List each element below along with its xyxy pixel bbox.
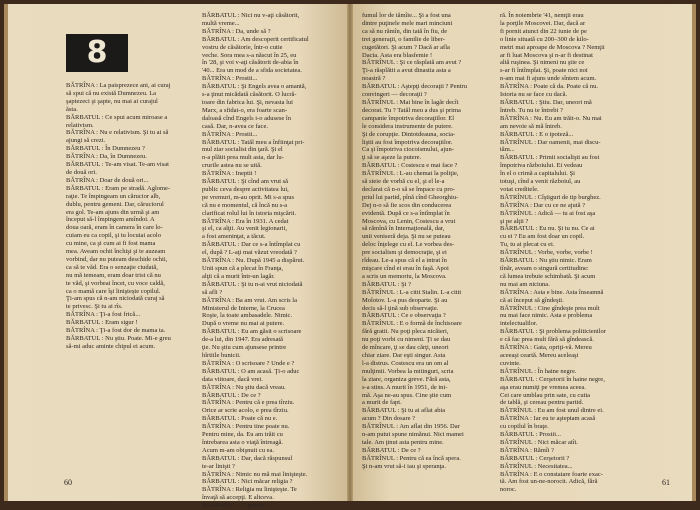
text-line: BĂTRÎNA : Ţi-a fost frică... xyxy=(66,311,141,319)
text-line: mul ziar socialist din ţară. Şi el xyxy=(202,146,283,154)
text-line: BĂTRÎNUL : Necesitatea... xyxy=(500,462,573,470)
page-edge-left xyxy=(4,4,8,501)
text-line: BĂTRÎNA : Asta e bine. Asta înseamnă xyxy=(500,288,604,296)
text-line: unii veniseră deja. Şi nu se puteau xyxy=(362,233,451,241)
text-line: BĂTRÎNA : Nimic nu mă mai linişteşte. xyxy=(202,470,308,478)
right-column-1 xyxy=(362,12,490,474)
text-line: alţii că a murit într-un lagăr. xyxy=(202,272,275,280)
text-line: să-mi aduc aminte chipul ei acum. xyxy=(66,342,156,350)
text-line: era gol. Te-am ajuns din urmă şi am xyxy=(66,208,160,216)
text-line: declarat că n-o să se împace cu pro- xyxy=(362,185,455,193)
text-line: BĂRBATUL : Prostii... xyxy=(500,431,561,439)
text-line: în el o crimă a capitalului. Şi xyxy=(500,170,575,178)
text-line: aceeaşi ceartă. Mereu aceleaşi xyxy=(500,351,579,359)
text-line: BĂTRÎNA : Da, în Dumnezeu. xyxy=(66,153,147,161)
text-line: BĂTRÎNA : Poate că da. Poate că nu. xyxy=(500,83,599,91)
text-line: BĂRBATUL : Nici măcar religia ? xyxy=(202,478,293,486)
text-line: să steie de vorbă cu el, şi el le-a xyxy=(362,178,445,186)
text-line: cuvinte. xyxy=(500,359,521,367)
text-line: mă. Aşa ne-au spus. Cine ştie cum xyxy=(362,391,452,399)
text-line: să afli ? xyxy=(202,288,223,296)
text-line: ră. În noiembrie '41, nemţii erau xyxy=(500,12,584,19)
text-line: BĂRBATUL : Am descoperit certificatul xyxy=(202,35,309,43)
text-line: BĂRBATUL : Tatăl meu a înfiinţat pri- xyxy=(202,138,305,146)
text-line: BĂRBATUL : Nici nu v-aţi căsătorit, xyxy=(202,12,300,19)
text-line: BĂRBATUL : În Dumnezeu ? xyxy=(66,145,145,153)
chapter-number: 8 xyxy=(66,34,128,72)
text-line: BĂTRÎNA : Rămîi ? xyxy=(500,446,554,454)
text-line: noroc. xyxy=(500,486,517,494)
text-line: cu copilul în braţe. xyxy=(500,423,549,431)
text-line: cu ei ? Eu am fost doar un copil. xyxy=(500,233,585,241)
text-line: BĂTRÎNUL : L-a citit Stalin. L-a citit xyxy=(362,288,462,296)
text-line: BĂTRÎNA : Ba am vrut. Am scris la xyxy=(202,296,297,304)
text-line: Marx, a sfidat-o, era foarte scan- xyxy=(202,106,287,114)
text-line: vostru de căsătorie, într-o cutie xyxy=(202,43,283,51)
text-line: toare din fabrica lui. Şi, nevasta lui xyxy=(202,98,293,106)
text-line: Dacia. Asta era blasfemie ! xyxy=(362,51,433,59)
text-line: BĂRBATUL : Poate că nu e. xyxy=(202,415,278,423)
text-line: Şi de corupţie. Dintotdeauna, socia- xyxy=(362,130,456,138)
text-line: Pentru mine, da. Eu am trăit cu xyxy=(202,431,283,439)
text-line: BĂRBATUL : E o ipoteză... xyxy=(500,130,574,138)
text-line: BĂTRÎNUL : Vorbe, vorbe, vorbe ! xyxy=(500,249,593,257)
text-line: Dej n-o să fie scos din conducerea xyxy=(362,201,452,209)
text-line: n-a plătit prea mult asta, dar lu- xyxy=(202,154,284,162)
text-line: BĂTRÎNA : Nu. Eu am trăit-o. Nu mai xyxy=(500,114,602,122)
text-line: ţi să se aşeze la putere. xyxy=(362,154,422,162)
text-line: tă. Am fost un-ne-norocit. Adică, fără xyxy=(500,478,598,486)
text-line: BĂRBATUL : Ce spui acum miroase a xyxy=(66,113,168,121)
text-line: şi pe alţii ? xyxy=(500,217,529,225)
text-line: vorbind, dar nu puteam deschide ochii, xyxy=(66,255,168,263)
text-line: nu mai face nimic. Asta e problema xyxy=(500,312,593,320)
text-line: crurile astea nu se uită. xyxy=(202,162,262,170)
text-line: metri mai aproape de Moscova ? Nemţii xyxy=(500,43,605,51)
text-line: a murit de fapt. xyxy=(362,399,402,407)
text-line: BĂTRÎNA : E o constatare foarte exac- xyxy=(500,470,603,478)
text-line: BĂTRÎNUL : Adică — tu ai fost aşa xyxy=(500,209,596,217)
text-line: BĂRBATUL : Şi problema politicienilor xyxy=(500,328,606,336)
text-line: BĂRBATUL : Primii socialişti au fost xyxy=(500,154,600,162)
text-line: am nevoie să mă întreb. xyxy=(500,122,562,130)
text-line: altă ruşinea. Şi nimeni nu ştie ce xyxy=(500,59,585,67)
text-line: totuşi, cînd a venit războiul, au xyxy=(500,178,581,186)
text-line: convingeri — decoraţii ? xyxy=(362,91,427,99)
text-line: campanie împotriva decoraţiilor. El xyxy=(362,114,455,122)
text-line: de-a lui, din 1947. Era adresată xyxy=(202,336,284,344)
text-line: să spui că nu există Dumnezeu. La xyxy=(66,89,157,97)
text-line: tînăr, aveam o singură certitudine: xyxy=(500,265,589,272)
text-line: După o vreme nu mai ai putere. xyxy=(202,320,285,328)
text-line: BĂTRÎNUL : E o formă de închisoare xyxy=(362,320,462,328)
text-line: clarificat rolul lui în istoria mişcării. xyxy=(202,209,297,217)
text-line: decis să-l ţină sub observaţie. xyxy=(362,304,439,312)
text-line: BĂTRÎNA : Doar de două ori... xyxy=(66,176,149,184)
text-line: BĂRBATUL : Aştepţi decoraţii ? Pentru xyxy=(362,83,468,91)
text-line: BĂTRÎNA : Religia nu linişteşte. Te xyxy=(202,486,297,494)
text-line: Ţi-am spus că n-am niciodată curaj să xyxy=(66,295,165,303)
text-line: rîdeau. Le-a spus că el a intrat în xyxy=(362,257,447,265)
text-line: BĂRBATUL : Dar ce s-a întîmplat cu xyxy=(202,241,301,249)
text-line: mea. Aveam ochii închişi şi te auzeam xyxy=(66,248,166,256)
text-line: BĂRBATUL : Nu ştiu nimic. Eram xyxy=(500,257,592,265)
text-line: veche. Sora mea s-a născut în 25, eu xyxy=(202,51,297,59)
text-line: BĂTRÎNA : Nu. După 1945 a dispărut. xyxy=(202,257,305,265)
text-line: BĂTRÎNUL : Nici măcar atît. xyxy=(500,438,578,446)
text-line: raţie. Te împingeam un cărucior alb, xyxy=(66,192,161,200)
text-line: BĂRBATUL : Şi tu n-ai vrut niciodată xyxy=(202,280,303,288)
text-line: că ai început să gîndeşti. xyxy=(500,296,564,304)
text-line: BĂRBATUL : O prostie... xyxy=(202,502,271,510)
text-line: mulţimii. Vorbea la mitinguri, scria xyxy=(362,367,454,375)
page-number-right: 61 xyxy=(662,478,670,487)
text-line: BĂRBATUL : De ce ? xyxy=(362,446,421,454)
text-line: de tablă, şi cereau pentru partid. xyxy=(500,399,584,407)
text-line: pre socialism şi democraţie, şi ei xyxy=(362,249,447,257)
text-line: ăsta. xyxy=(66,105,78,113)
text-line: BĂTRÎNUL : Cîştiguri de tip burghez. xyxy=(500,193,601,201)
text-line: ca o mamă care îşi linişteşte copilul. xyxy=(66,287,161,295)
text-line: BĂRBATUL : Eu am găsit o scrisoare xyxy=(202,328,302,336)
book-spread xyxy=(4,4,696,510)
text-line: cuiam eu ca copil, şi tu locuiai acolo xyxy=(66,232,161,240)
text-line: BĂRBATUL : Şi cînd am vrut să xyxy=(202,178,289,186)
text-line: s-a stins. A murit în 1951, de ini- xyxy=(362,383,448,391)
text-line: Istoria nu se face cu dacă. xyxy=(500,91,568,99)
text-line: deloc înţelege cu el. Le vorbea des- xyxy=(362,241,455,249)
text-line: fi pornit atunci din 22 iunie de pe xyxy=(500,27,587,35)
text-line: BĂRBATUL : Te-am visat. Te-am visat xyxy=(66,161,169,169)
text-line: BĂRBATUL : Eram sigur ! xyxy=(66,319,138,327)
text-line: Şi n-am vrut să-i iau şi speranţa. xyxy=(362,462,446,470)
text-line: BĂTRÎNUL : Mai bine în lagăr decît xyxy=(362,98,459,106)
text-line: decorat. Tu ? Tatăl meu a dus şi prima xyxy=(362,106,461,114)
text-line: BĂTRÎNA : O scrisoare ? Unde e ? xyxy=(202,359,295,367)
text-line: BĂRBATUL : Ştiu. Dar, uneori mă xyxy=(500,98,592,106)
text-line: la ziare, organiza greve. Fără asta, xyxy=(362,375,451,383)
text-line: BĂRBATUL : Şi tu ai aflat abia xyxy=(362,407,446,415)
text-line: daloasă cînd Engels i-o adusese în xyxy=(202,114,291,122)
text-line: BĂTRÎNA : Era în 1931. A cedat xyxy=(202,217,289,225)
text-line: BĂTRÎNUL : Eu am fost unul dintre ei. xyxy=(500,407,604,415)
text-line: nu mai am niciuna. xyxy=(500,280,550,288)
text-line: nu mă temeam, eram doar trist că nu xyxy=(66,271,161,279)
text-line: Ţi-a răsplătit a avut dinastia asta a xyxy=(362,67,451,75)
text-line: BĂTRÎNA : Pentru că e prea tîrziu. xyxy=(202,399,295,407)
text-line: BĂTRÎNUL : Dar oamenii, mai discu- xyxy=(500,138,601,146)
text-line: Unii spun că a plecat în Franţa, xyxy=(202,265,284,272)
text-line: cu mine, ca şi cum ai fi fost mama xyxy=(66,240,156,248)
text-line: l-a distrus. Costescu era un om al xyxy=(362,359,449,367)
text-line: Orice ar scrie acolo, e prea tîrziu. xyxy=(202,407,289,415)
text-line: n-am putut spune nimănui. Nici mamei xyxy=(362,431,464,439)
text-line: mişcare cînd ei erau în faşă. Apoi xyxy=(362,265,449,272)
text-line: BĂRBATUL : Ce e observaţia ? xyxy=(362,312,446,320)
text-line: liştii au fost împotriva decoraţiilor. xyxy=(362,138,453,146)
text-line: casă. Dar, n-avea ce face. xyxy=(202,122,268,130)
text-line: data viitoare, dacă vrei. xyxy=(202,375,263,383)
text-line: BĂTRÎNA : Iar eu te aşteptam acasă xyxy=(500,415,596,423)
text-line: evidentă. După ce s-a întîmplat în xyxy=(362,209,450,217)
text-line: BĂRBATUL : Dar, dacă răspunsul xyxy=(202,454,293,462)
text-line: şi el, ca alţii. Au venit legionarii, xyxy=(202,225,288,233)
text-line: că nu e momentul, că încă nu s-a xyxy=(202,201,288,209)
text-line: priul lui partid, pînă cînd Gheorghiu- xyxy=(362,193,459,201)
text-line: BĂTRÎNUL : L-au chemat la poliţie, xyxy=(362,170,459,178)
text-line: să rămînă în Internaţională, dar, xyxy=(362,225,445,233)
text-line: te privesc. Şi tu ai rîs. xyxy=(66,303,123,311)
text-line: s-ar fi întîmplat. Şi, poate nici noi xyxy=(500,67,588,75)
text-line: BĂRBATUL : Costescu e mai face ? xyxy=(362,162,458,170)
text-line: BĂTRÎNA : Nu e relativism. Şi tu ai să xyxy=(66,129,169,137)
text-line: public ceva despre activitatea lui, xyxy=(202,185,289,193)
text-line: relativism. xyxy=(66,121,94,129)
text-line: ca să te văd. Era o senzaţie ciudată, xyxy=(66,263,158,271)
text-line: BĂTRÎNUL : Am aflat din 1956. Dar xyxy=(362,423,460,431)
text-line: împotriva războiului. Ei vedeau xyxy=(500,162,583,170)
text-line: BĂTRÎNUL : Cine gîndeşte prea mult xyxy=(500,304,600,312)
text-line: BĂTRÎNA : Pentru tine poate nu. xyxy=(202,423,290,431)
text-line: că lumea trebuie schimbată. Şi acum xyxy=(500,272,596,280)
text-line: fumul lor de tămîie... Şi a fost una xyxy=(362,12,451,19)
text-line: a fost ameninţat, a tăcut. xyxy=(202,233,266,241)
text-line: trei generaţii, o familie de liber- xyxy=(362,35,445,43)
text-line: Cei care umblau prin sate, cu cutia xyxy=(500,391,591,399)
text-line: intelectualilor. xyxy=(500,320,538,328)
text-line: întreb. Tu nu te întrebi ? xyxy=(500,106,563,114)
text-line: la porţile Moscovei. Dar, dacă ar xyxy=(500,19,586,27)
text-line: noastră ? xyxy=(362,75,386,83)
text-line: de mîncare, ţi se dau cărţi, uneori xyxy=(362,344,449,352)
text-line: BĂRBATUL : Cerşetorii ? xyxy=(500,454,570,462)
text-line: multă vreme... xyxy=(202,19,240,27)
text-line: învaţă să accepţi. E altceva. xyxy=(202,494,274,502)
text-line: hîrtiile bunicii. xyxy=(202,351,241,359)
text-line: BĂTRÎNUL : Şi ce răsplată am avut ? xyxy=(362,59,462,67)
text-line: BĂTRÎNA : Ţi-a fost dor de mama ta. xyxy=(66,327,166,335)
text-line: BĂRBATUL : Şi Engels avea o amantă, xyxy=(202,83,307,91)
text-line: Ministerul de Interne, la Crucea xyxy=(202,304,285,312)
text-line: BĂRBATUL : Cerşetorii în haine negre, xyxy=(500,375,605,383)
text-line: dintre puţinele mele mari minciuni xyxy=(362,19,453,27)
text-line: ajungi să crezi. xyxy=(66,137,106,145)
right-page xyxy=(350,4,696,501)
text-line: '40... Era un mod de a sfida societatea. xyxy=(202,67,302,75)
text-line: Moscova, cu Lenin, Costescu a vrut xyxy=(362,217,456,225)
text-line: Molotov. L-a pus deoparte. Şi au xyxy=(362,296,448,304)
text-line: BĂTRÎNA : Da, unde să ? xyxy=(202,27,271,35)
text-line: te-ar linişti ? xyxy=(202,462,235,470)
text-line: BĂRBATUL : De ce ? xyxy=(202,391,261,399)
text-line: le considera instrumente de putere. xyxy=(362,122,453,130)
text-line: nu poţi vorbi cu nimeni. Ţi se dau xyxy=(362,336,451,344)
text-line: Ca şi împotriva ciocoismului, ajun- xyxy=(362,146,454,154)
text-line: doua oară, eram în camera în care lo- xyxy=(66,224,163,232)
text-line: şaptezeci şi şapte, nu mai ai curajul xyxy=(66,97,158,105)
text-line: BĂTRÎNA : Nu ştiu dacă vreau. xyxy=(202,383,286,391)
text-line: el, după ? L-aţi mai văzut vreodată ? xyxy=(202,249,297,257)
text-line: BĂTRÎNUL : În haine negre. xyxy=(500,367,577,375)
text-line: BĂTRÎNA : Ineptii ! xyxy=(202,170,257,178)
text-line: e că fac prea mult fără să gîndească. xyxy=(500,336,594,344)
text-line: cugetători. Şi acum ? Dacă ar afla xyxy=(362,43,450,51)
text-line: aşa erau numiţi pe vremea aceea. xyxy=(500,383,586,391)
right-column-2 xyxy=(500,12,628,494)
text-line: acum ? Din dosare ? xyxy=(362,415,416,423)
text-line: BĂTRÎNA : Prostii... xyxy=(202,130,258,138)
text-line: pe vremuri, m-au oprit. Mi s-a spus xyxy=(202,193,295,201)
text-line: BĂTRÎNA : Prostii... xyxy=(202,75,258,83)
text-line: Tu, tu ai plecat cu ei. xyxy=(500,241,555,249)
text-line: tăm... xyxy=(500,146,515,154)
text-line: de două ori. xyxy=(66,168,97,176)
text-line: întrebarea asta o viaţă întreagă. xyxy=(202,438,284,446)
text-line: dublu, pentru gemeni. Dar, căruciorul xyxy=(66,200,164,208)
text-line: BĂTRÎNA : La paisprezece ani, ai curaj xyxy=(66,82,171,89)
text-line: Acum m-am obişnuit cu ea. xyxy=(202,446,275,454)
text-line: BĂTRÎNA : Dar cu ce ne ajută ? xyxy=(500,201,586,209)
page-edge-right xyxy=(692,4,696,501)
book-gutter xyxy=(347,4,353,501)
left-page xyxy=(4,4,350,510)
text-line: BĂRBATUL : Eu nu. Şi tu nu. Ce ai xyxy=(500,225,595,233)
text-line: tale. Am ţinut asta pentru mine. xyxy=(362,438,444,446)
text-line: BĂRBATUL : O am acasă. Ţi-o aduc xyxy=(202,367,300,375)
text-line: BĂTRÎNA : Gata, opriţi-vă. Mereu xyxy=(500,344,592,352)
text-line: s-a ţinut micădată căsătorit. O lucră- xyxy=(202,91,297,99)
text-line: început să-l împingem amîndoi. A xyxy=(66,216,155,224)
text-line: ar fi luat Moscova şi n-ar fi destinat xyxy=(500,51,593,59)
text-line: în '28, şi voi v-aţi căsătorit de-abia în xyxy=(202,59,299,67)
text-line: fără gratii. Nu poţi pleca nicăieri, xyxy=(362,328,449,336)
text-line: a scris un memoriu, la Moscova. xyxy=(362,272,447,280)
text-line: ţie. Nu ştiu cum ajunsese printre xyxy=(202,344,287,352)
left-column-1 xyxy=(66,82,194,472)
text-line: BĂTRÎNUL : Pentru că ea încă spera. xyxy=(362,454,461,462)
text-line: ca să nu rămîn, din tată în fiu, de xyxy=(362,27,448,35)
text-line: n-am mai fi ajuns unde sîntem acum. xyxy=(500,75,597,83)
page-number-left: 60 xyxy=(64,478,72,487)
text-line: te văd, şi vorbeai încet, cu voce caldă, xyxy=(66,279,165,287)
text-line: o linie situată cu 200–300 de kilo- xyxy=(500,35,589,43)
text-line: BĂRBATUL : Şi ? xyxy=(362,280,412,288)
text-line: BĂRBATUL : Eram pe stradă. Aglome- xyxy=(66,184,171,192)
left-column-2 xyxy=(202,12,330,510)
text-line: votat creditele. xyxy=(500,185,539,193)
text-line: Roşie, la toate ambasadele. Nimic. xyxy=(202,312,293,320)
text-line: BĂRBATUL : Nu ştiu. Poate. Mi-e greu xyxy=(66,335,171,342)
text-line: chiar ziare. Dar eşti singur. Asta xyxy=(362,351,446,359)
